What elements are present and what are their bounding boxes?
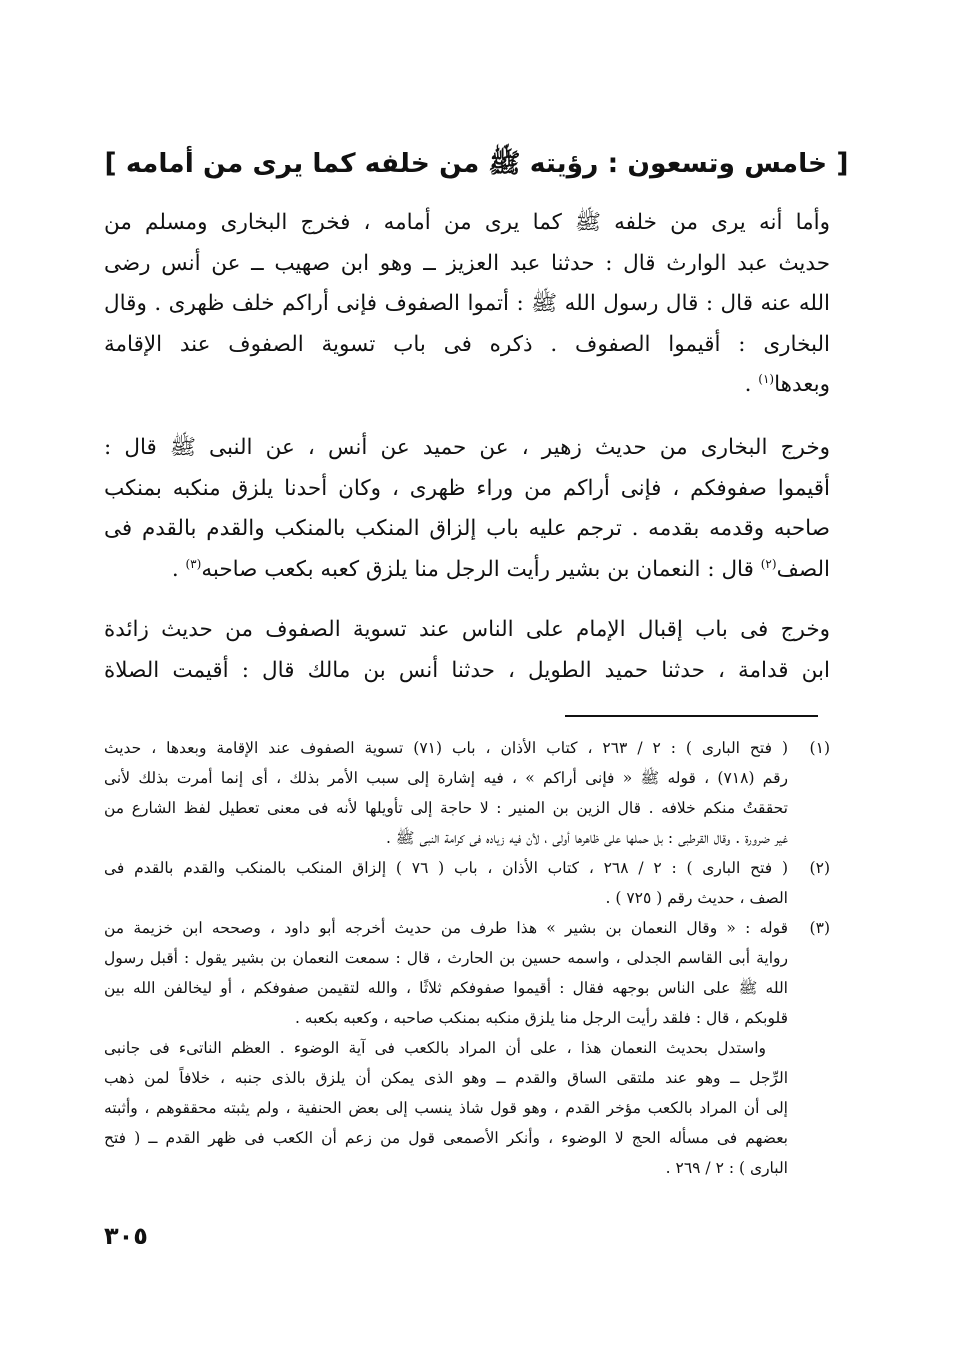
paragraph-line: [104, 365, 830, 406]
footnote-1: [104, 733, 830, 853]
footnote-line: ( فتح البارى ) : ٢ / ٢٦٨ ، كتاب الأذان ، باب ( ٧٦ ) إلزاق المنكب بالمنكب والقدم بالقدم فى: [104, 859, 789, 877]
footnote-line: الرِّجل ــ وهو عند ملتقى الساق والقدم ــ وهو الذى يمكن أن يلزق بالذى جنبه ، خلافاً لمن ذهب: [104, 1069, 788, 1087]
paragraph-line: صاحبه وقدمه بقدمه . ترجم عليه باب إلزاق المنكب بالمنكب والقدم بالقدم فى: [104, 516, 830, 542]
paragraph-line: وأما أنه يرى من خلفه ﷺ كما يرى من أمامه ، فخرج البخارى ومسلم من: [104, 210, 830, 235]
page-number: ٣٠٥: [104, 1222, 148, 1250]
paragraph-line: أقيموا صفوفكم ، فإنى أراكم من وراء ظهرى ، وكان أحدنا يلزق منكبه بمنكب: [104, 475, 830, 501]
footnotes: [104, 733, 830, 1183]
paragraph-line: وخرج فى باب إقبال الإمام على الناس عند تسوية الصفوف من حديث زائدة: [104, 617, 830, 642]
footnote-line: رواية أبى القاسم الجدلى ، واسمه حسين بن الحارث ، قال : سمعت النعمان بن بشير يقول : أقبل رسول: [104, 949, 788, 967]
paragraph-1: [104, 203, 830, 406]
footnote-3: [104, 913, 830, 1183]
footnote-line: بعضهم فى مسأله الحج لا الوضوء ، وأنكر الأصمعى قول من زعم أن الكعب فى ظهر القدم ــ ( فتح: [104, 1129, 788, 1147]
paragraph-text: وبعدها: [774, 372, 830, 398]
footnote-line: الله ﷺ على الناس بوجهه فقال : أقيموا صفوفكم ثلاثًا ، والله لتقيمن صفوفكم ، أو ليخالفن الله بين: [104, 979, 788, 997]
footnote-number: (٢): [809, 859, 830, 877]
footnote-line: إلى أن المراد بالكعب مؤخر القدم ، وهو قول شاذ ينسب إلى بعض الحنفية ، ولم يثبته محققوهم ، وأثبته: [104, 1099, 788, 1117]
footnote-line: غير ضرورة . وقال القرطبى : بل حملها على ظاهرها أولى ، لأن فيه زياده فى كرامة النبى ﷺ .: [385, 829, 788, 847]
footnote-ref-1[interactable]: (١): [758, 372, 775, 387]
footnote-ref-3[interactable]: (٣): [185, 556, 202, 571]
footnote-line: البارى ) : ٢ / ٢٦٩ .: [665, 1159, 788, 1177]
footnote-2: [104, 853, 830, 913]
paragraph-line: الله عنه قال : قال رسول الله ﷺ : أتموا الصفوف فإنى أراكم خلف ظهرى . وقال: [104, 291, 830, 317]
footnote-line: الصف ، حديث رقم ( ٧٢٥ ) .: [605, 889, 788, 907]
paragraph-text: الصف: [776, 556, 830, 582]
footnote-number: (١): [809, 739, 830, 757]
footnote-number: (٣): [809, 919, 830, 937]
paragraph-line: ابن قدامة ، حدثنا حميد الطويل ، حدثنا أنس بن مالك قال : أقيمت الصلاة: [104, 657, 830, 683]
footnote-line: قلوبكم ، قال : فلقد رأيت الرجل منا يلزق منكبه بمنكب صاحبه ، وكعبه بكعبه .: [294, 1009, 788, 1027]
footnote-line: تحققتُ منكم خلافه . قال الزين بن المنير : لا حاجة إلى تأويلها لأنه فى معنى تعطيل لفظ الشارع من: [104, 799, 788, 817]
paragraph-line: البخارى : أقيموا الصفوف . ذكره فى باب تسوية الصفوف عند الإقامة: [104, 331, 830, 357]
footnote-line: ( فتح البارى ) : ٢ / ٢٦٣ ، كتاب الأذان ، باب (٧١) تسوية الصفوف عند الإقامة وبعدها ، حديث: [104, 739, 788, 757]
footnote-ref-2[interactable]: (٢): [760, 556, 777, 571]
paragraph-3: [104, 610, 830, 691]
paragraph-text: .: [744, 372, 759, 398]
footnote-line: رقم (٧١٨) ، قوله ﷺ « فإنى أراكم » ، فيه إشارة إلى سبب الأمر بذلك ، أى إنما أمرت بذلك لأنى: [104, 769, 788, 787]
section-heading: [ خامس وتسعون : رؤيته ﷺ من خلفه كما يرى من أمامه ]: [104, 148, 849, 179]
paragraph-line: [104, 550, 830, 591]
footnote-separator: [565, 715, 818, 717]
paragraph-2: [104, 428, 830, 590]
paragraph-line: حديث عبد الوارث قال : حدثنا عبد العزيز ــ وهو ابن صهيب ــ عن أنس رضى: [104, 250, 830, 276]
footnote-line: واستدل بحديث النعمان هذا ، على أن المراد بالكعب فى آية الوضوء . العظم الناتىء فى جانبى: [104, 1039, 766, 1057]
paragraph-line: وخرج البخارى من حديث زهير ، عن حميد عن أنس ، عن النبى ﷺ قال :: [104, 435, 830, 460]
paragraph-text: .: [171, 556, 186, 582]
paragraph-text: قال : النعمان بن بشير رأيت الرجل منا يلزق كعبه بكعب صاحبه: [201, 556, 761, 582]
footnote-line: قوله : « وقال النعمان بن بشير » هذا طرف من حديث أخرجه أبو داود ، وصححه ابن خزيمة من: [104, 919, 788, 937]
